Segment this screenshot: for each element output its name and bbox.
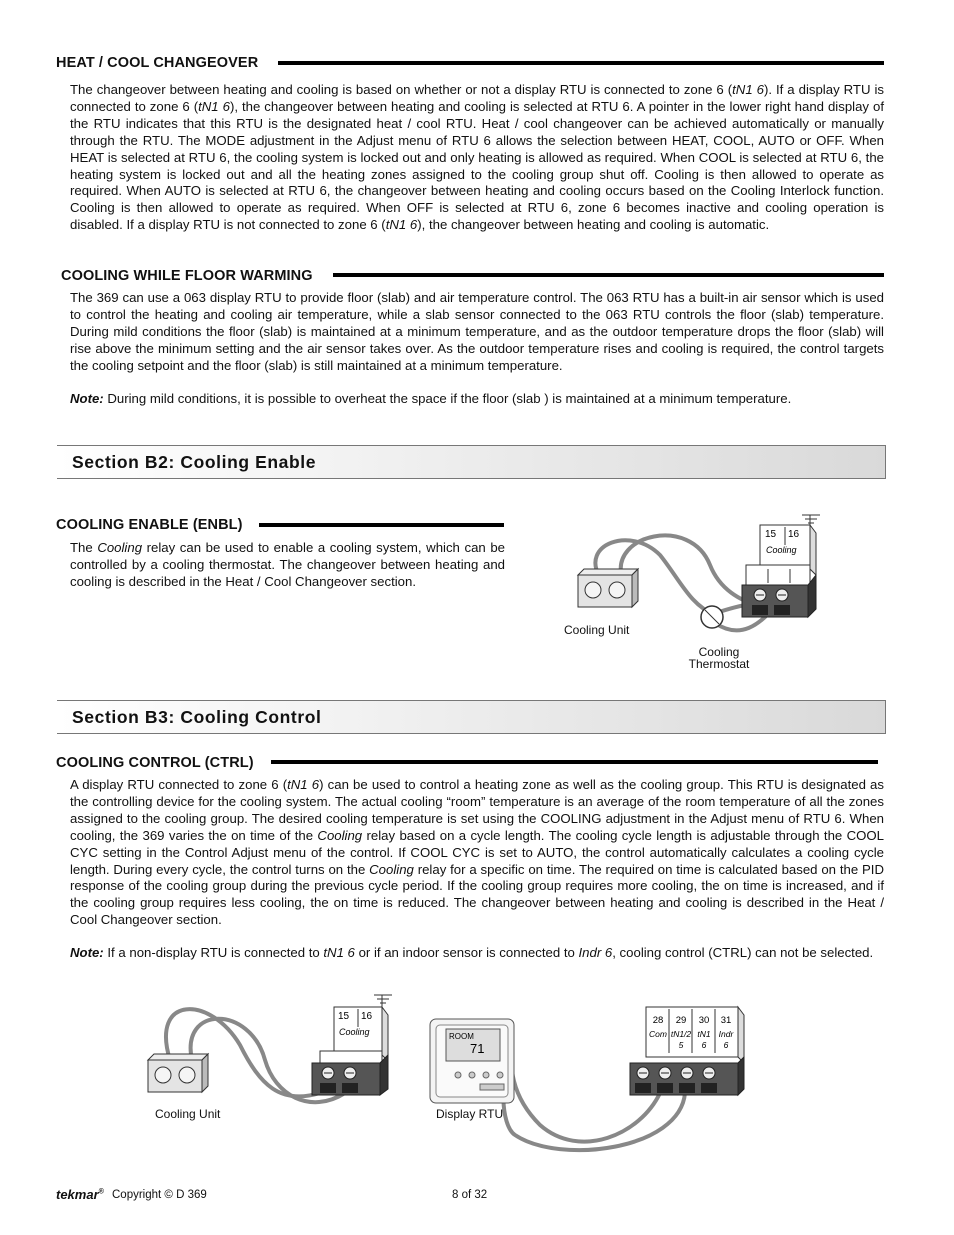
page-number: 8 of 32 [452,1189,488,1201]
floor-warming-note: Note: During mild conditions, it is possible to overheat the space if the floor (slab ) is maintained at a minimum temperature. [70,391,792,406]
relay-label: Cooling [766,545,797,555]
cooling-control-paragraph: A display RTU connected to zone 6 (tN1 6) can be used to control a heating zone as well as the cooling group. This RTU is designated as the controlling device for the cooling system. The actual cooling “room” temperature is an average of the room temperature of all the zones assigned to the cooling group. The desired cooling temperature is set using the COOLING adjustment in the Adjust menu of RTU 6. When cooling, the 369 varies the on time of the Cooling relay based on a cycle length. The cooling cycle length is adjustable through the COOL CYC setting in the Control Adjust menu of the control. If COOL CYC is set to AUTO, the control automatically calculates a cooling cycle length. During every cycle, the control turns on the Cooling relay for a specific on time. The required on time is calculated based on the PID response of the cooling group during the previous cycle period. If the cooling group requires more cooling, the on time is increased, and if the cooling group requires less cooling, the on time is reduced. The changeover between heating and cooling is described in the Heat / Cool Changeover section. [70,777,884,928]
relay-label: Cooling [339,1027,370,1037]
section-b2-title: Section B2: Cooling Enable [72,452,317,472]
terminal-15-label: 15 [338,1011,350,1022]
cooling-control-diagram [140,985,760,1165]
tekmar-logo: tekmar® [56,1187,104,1202]
terminal-31-number: 31 [720,1015,732,1026]
cooling-enable-paragraph: The Cooling relay can be used to enable a cooling system, which can be controlled by a cooling thermostat. The changeover between heating and cooling is described in the Heat / Cool Changeover section. [70,540,505,589]
copyright-text: Copyright © D 369 [112,1189,207,1201]
terminal-28-number: 28 [652,1015,664,1026]
terminal-30-name: tN1 [697,1029,711,1039]
terminal-16-label: 16 [788,529,800,540]
terminal-30-sub: 6 [701,1040,707,1050]
cooling-unit-icon [578,569,638,607]
terminal-29-number: 29 [675,1015,687,1026]
terminal-30-number: 30 [698,1015,710,1026]
display-rtu-caption: Display RTU [436,1107,504,1121]
thermostat-caption-line2: Thermostat [688,657,750,671]
floor-warming-paragraph: The 369 can use a 063 display RTU to provide floor (slab) and air temperature control. The 063 RTU has a built-in air sensor which is used to control the heating and cooling air temperature, while a slab sensor connected to the 063 RTU controls the floor (slab) temperature. During mild conditions the floor (slab) is maintained at a minimum temperature, and as the outdoor temperature drops the floor (slab) will rise above the minimum setting and the air sensor takes over. As the outdoor temperature rises and cooling is required, the control targets the cooling setpoint and the floor (slab) is still maintained at a minimum temperature. [70,290,884,373]
heading-rule [278,61,884,65]
terminal-28-name: Com [649,1029,667,1039]
terminal-29-sub: 5 [678,1040,684,1050]
heading-rule [333,273,884,277]
cooling-control-note: Note: If a non-display RTU is connected to tN1 6 or if an indoor sensor is connected to Indr 6, cooling control (CTRL) can not be selected. [70,945,874,960]
terminal-29-name: tN1/2 [670,1029,692,1039]
cooling-unit-icon [148,1054,208,1092]
heat-cool-paragraph: The changeover between heating and cooling is based on whether or not a display RTU is connected to zone 6 (tN1 6). If a display RTU is connected to zone 6 (tN1 6), the changeover between heating and cooling is selected at RTU 6. A pointer in the lower right hand display of the RTU indicates that this RTU is the designated heat / cool RTU. Heat / cool changeover can be achieved automatically or manually through the RTU. The MODE adjustment in the Adjust menu of RTU 6 allows the selection between HEAT, COOL, AUTO or OFF. When HEAT is selected at RTU 6, the cooling system is locked out and only heating is allowed as required. When COOL is selected at RTU 6, the heating system is locked out and all the heating zones assigned to the cooling group shut off. Cooling is then allowed to operate as required. When AUTO is selected at RTU 6, the changeover between heating and cooling occurs based on the Cooling Interlock function. Cooling is then allowed to operate as required. When OFF is selected at RTU 6, zone 6 becomes inactive and cooling operation is disabled. If a display RTU is not connected to zone 6 (tN1 6), the changeover between heating and cooling is automatic. [70,82,885,233]
relay-terminal-block [312,995,392,1095]
terminal-31-name: Indr [718,1029,734,1039]
terminal-16-label: 16 [361,1011,373,1022]
relay-terminal-block [742,515,820,617]
cooling-unit-caption: Cooling Unit [155,1107,221,1121]
section-b3-title: Section B3: Cooling Control [72,707,322,727]
terminal-31-sub: 6 [723,1040,729,1050]
cooling-unit-caption: Cooling Unit [564,623,630,637]
cooling-control-heading: COOLING CONTROL (CTRL) [56,755,254,771]
heading-rule [259,523,504,527]
heading-rule [271,760,878,764]
cooling-enable-heading: COOLING ENABLE (ENBL) [56,517,243,533]
heat-cool-heading: HEAT / COOL CHANGEOVER [56,55,259,71]
floor-warming-heading: COOLING WHILE FLOOR WARMING [61,268,313,284]
rtu-screen-value: 71 [470,1041,485,1056]
cooling-thermostat-icon [701,606,723,628]
thermostat-caption-line1: Cooling [698,645,740,659]
terminal-15-label: 15 [765,529,777,540]
rtu-screen-text: ROOM [449,1032,474,1041]
